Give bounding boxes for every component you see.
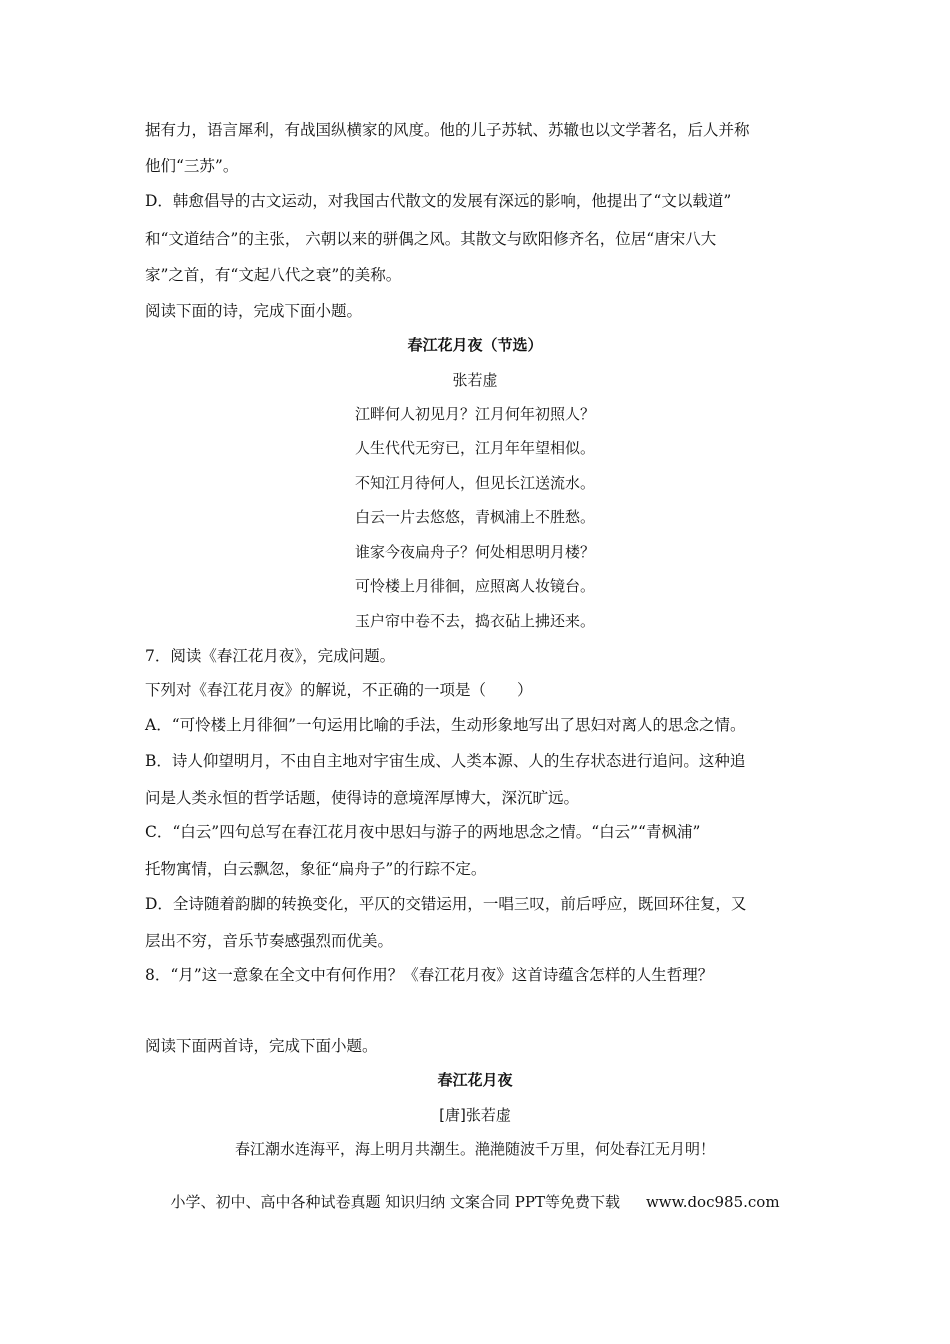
paragraph-line: 他们“三苏”。 bbox=[145, 157, 239, 175]
option-d-line: D．韩愈倡导的古文运动，对我国古代散文的发展有深远的影响，他提出了“文以载道” bbox=[145, 192, 732, 210]
reading-instruction-2: 阅读下面两首诗，完成下面小题。 bbox=[145, 1037, 378, 1055]
option-d-cont: 层出不穷，音乐节奏感强烈而优美。 bbox=[145, 932, 394, 950]
option-b-cont: 问是人类永恒的哲学话题，使得诗的意境浑厚博大，深沉旷远。 bbox=[145, 789, 580, 807]
option-d: D．全诗随着韵脚的转换变化，平仄的交错运用，一唱三叹，前后呼应，既回环往复，又 bbox=[145, 895, 747, 913]
question-7: 7．阅读《春江花月夜》，完成问题。 bbox=[145, 647, 396, 665]
paragraph-line: 和“文道结合”的主张， 六朝以来的骈偶之风。其散文与欧阳修齐名，位居“唐宋八大 bbox=[145, 230, 717, 248]
poem-line: 可怜楼上月徘徊，应照离人妆镜台。 bbox=[354, 577, 595, 595]
poem-line: 玉户帘中卷不去，捣衣砧上拂还来。 bbox=[354, 612, 595, 630]
poem2-line: 春江潮水连海平，海上明月共潮生。滟滟随波千万里，何处春江无月明！ bbox=[234, 1140, 715, 1158]
poem-line: 谁家今夜扁舟子？何处相思明月楼？ bbox=[354, 543, 595, 561]
question-8: 8．“月”这一意象在全文中有何作用？《春江花月夜》这首诗蕴含怎样的人生哲理？ bbox=[145, 966, 714, 984]
poem-author: 张若虚 bbox=[452, 371, 498, 389]
poem2-author: [唐]张若虚 bbox=[439, 1106, 511, 1124]
option-b: B．诗人仰望明月，不由自主地对宇宙生成、人类本源、人的生存状态进行追问。这种追 bbox=[145, 752, 746, 770]
reading-instruction: 阅读下面的诗，完成下面小题。 bbox=[145, 302, 363, 320]
paragraph-line: 家”之首，有“文起八代之衰”的美称。 bbox=[145, 266, 402, 284]
option-a: A．“可怜楼上月徘徊”一句运用比喻的手法，生动形象地写出了思妇对离人的思念之情。 bbox=[145, 716, 746, 734]
option-c: C．“白云”四句总写在春江花月夜中思妇与游子的两地思念之情。“白云”“青枫浦” bbox=[145, 823, 701, 841]
poem-line: 白云一片去悠悠，青枫浦上不胜愁。 bbox=[354, 508, 595, 526]
paragraph-line: 据有力，语言犀利，有战国纵横家的风度。他的儿子苏轼、苏辙也以文学著名，后人并称 bbox=[145, 121, 750, 139]
question-7-stem: 下列对《春江花月夜》的解说，不正确的一项是（ ） bbox=[145, 681, 533, 699]
poem-line: 江畔何人初见月？江月何年初照人？ bbox=[354, 405, 595, 423]
poem-title: 春江花月夜（节选） bbox=[407, 336, 543, 354]
poem2-title: 春江花月夜 bbox=[437, 1071, 513, 1089]
footer-text: 小学、初中、高中各种试卷真题 知识归纳 文案合同 PPT等免费下载 bbox=[170, 1193, 620, 1211]
page-footer bbox=[0, 1192, 950, 1212]
option-c-cont: 托物寓情，白云飘忽，象征“扁舟子”的行踪不定。 bbox=[145, 860, 487, 878]
poem-line: 人生代代无穷已，江月年年望相似。 bbox=[354, 439, 595, 457]
poem-line: 不知江月待何人，但见长江送流水。 bbox=[354, 474, 595, 492]
footer-link[interactable]: www.doc985.com bbox=[645, 1193, 780, 1211]
